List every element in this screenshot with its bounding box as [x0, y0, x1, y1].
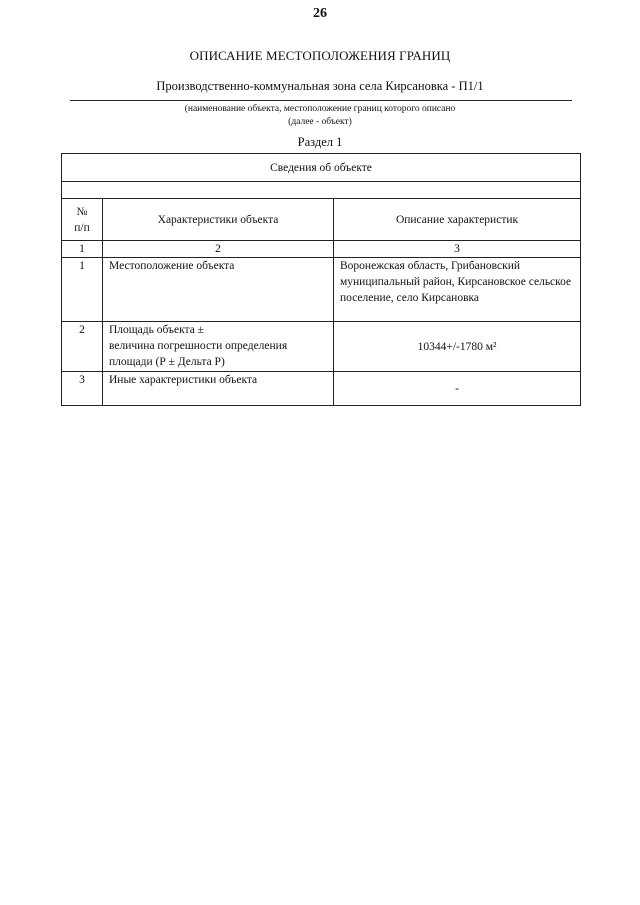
caption-line-2: (далее - объект) [288, 117, 352, 127]
document-title: ОПИСАНИЕ МЕСТОПОЛОЖЕНИЯ ГРАНИЦ [189, 48, 451, 63]
characteristic-line-1: Площадь объекта ± [109, 324, 204, 336]
table-row [62, 372, 581, 406]
table-title-row [62, 154, 581, 182]
row-number: 2 [62, 322, 103, 372]
table-row [62, 322, 581, 372]
row-description: Воронежская область, Грибановский муниципальный район, Кирсановское сельское поселение, село Кирсановка [334, 258, 581, 322]
characteristic-line-2: величина погрешности определения [109, 340, 288, 352]
header-number-abbr: п/п [74, 221, 90, 234]
column-number-3: 3 [334, 241, 581, 258]
row-number: 1 [62, 258, 103, 322]
row-description: - [334, 372, 581, 406]
column-numbers-row [62, 241, 581, 258]
caption-line-1: (наименование объекта, местоположение границ которого описано [184, 104, 456, 114]
object-info-table [61, 153, 581, 406]
underline-rule [70, 100, 572, 101]
row-characteristic: Местоположение объекта [103, 258, 334, 322]
column-number-2: 2 [103, 241, 334, 258]
row-number: 3 [62, 372, 103, 406]
header-description: Описание характеристик [334, 199, 581, 241]
section-heading: Раздел 1 [297, 135, 343, 149]
row-characteristic [103, 322, 334, 372]
row-description: 10344+/-1780 м² [334, 322, 581, 372]
row-characteristic: Иные характеристики объекта [103, 372, 334, 406]
table-row [62, 258, 581, 322]
column-number-1: 1 [62, 241, 103, 258]
empty-row [62, 182, 581, 199]
page-number: 26 [313, 6, 327, 21]
header-characteristics: Характеристики объекта [103, 199, 334, 241]
empty-cell [62, 182, 581, 199]
object-name-caption [0, 103, 640, 129]
header-number-sign: № [76, 205, 88, 218]
object-name: Производственно-коммунальная зона села Кирсановка - П1/1 [156, 79, 484, 93]
table-title: Сведения об объекте [62, 154, 581, 182]
characteristic-line-3: площади (Р ± Дельта Р) [109, 356, 225, 368]
header-number [62, 199, 103, 241]
header-row [62, 199, 581, 241]
